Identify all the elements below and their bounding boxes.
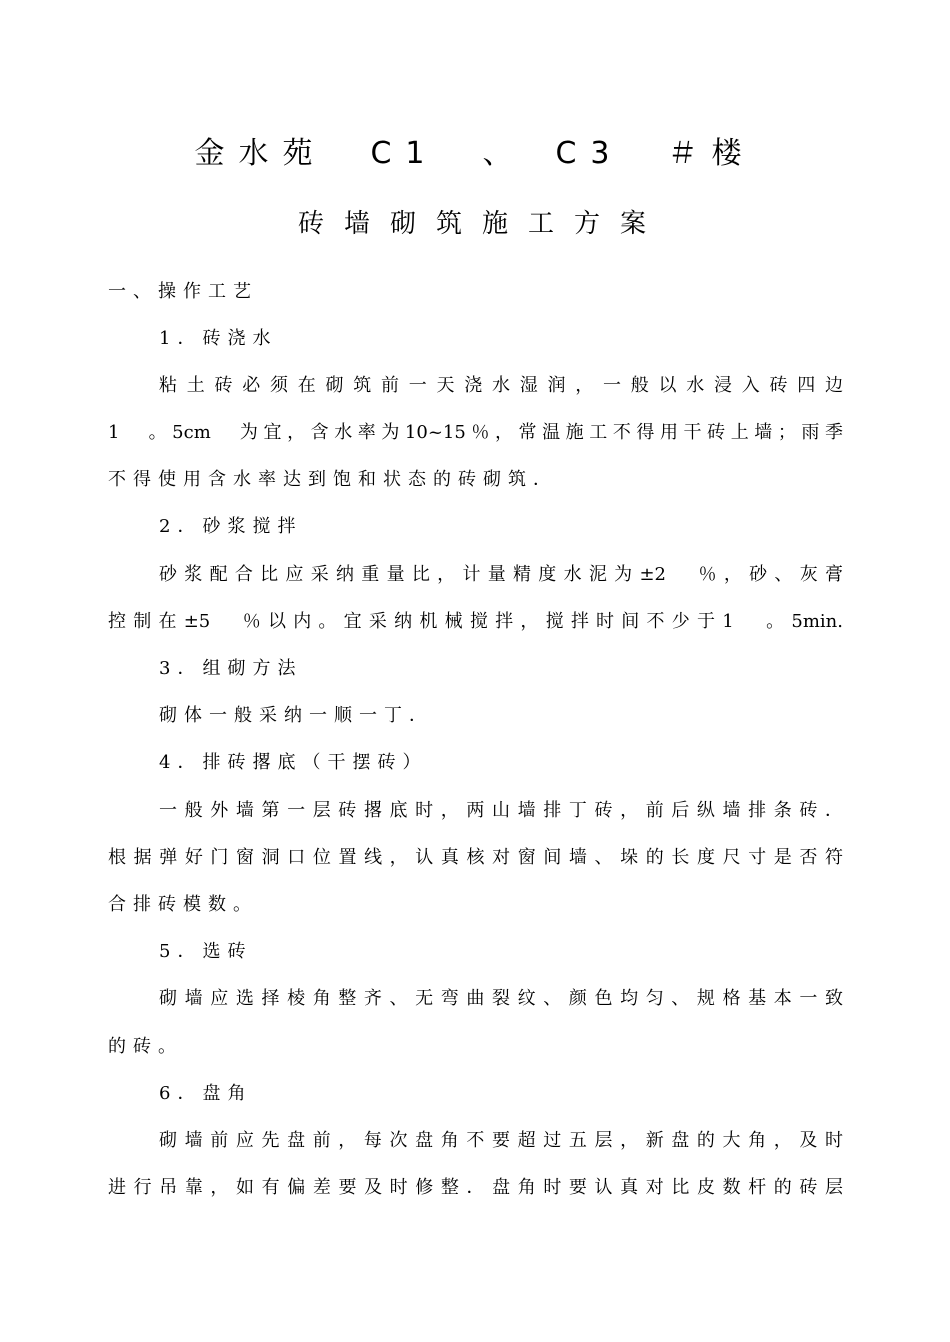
subsection-heading: 5．选砖	[159, 941, 253, 962]
paragraph-line: 砂浆配合比应采纳重量比，计量精度水泥为±2 ％，砂、灰膏	[159, 564, 843, 585]
subsection-heading: 2．砂浆搅拌	[159, 516, 303, 537]
document-subtitle: 砖墙砌筑施工方案	[297, 209, 666, 239]
paragraph-line: 1 。5cm 为宜，含水率为10~15％，常温施工不得用干砖上墙；雨季	[108, 422, 843, 443]
section-heading: 一、操作工艺	[108, 281, 258, 302]
subsection-heading: 1．砖浇水	[159, 328, 278, 349]
subsection-heading: 4．排砖撂底（干摆砖）	[159, 752, 428, 773]
subsection-heading: 6．盘角	[159, 1083, 253, 1104]
paragraph-line: 不得使用含水率达到饱和状态的砖砌筑．	[108, 469, 558, 490]
paragraph-line: 合排砖模数。	[108, 894, 258, 915]
paragraph-line: 砌墙前应先盘前，每次盘角不要超过五层，新盘的大角，及时	[159, 1130, 843, 1151]
paragraph-line: 进行吊靠，如有偏差要及时修整．盘角时要认真对比皮数杆的砖层	[108, 1177, 843, 1198]
paragraph-line: 砌体一般采纳一顺一丁．	[159, 705, 434, 726]
document-title: 金水苑 C1 、 C3 ＃楼	[194, 136, 756, 171]
subsection-heading: 3．组砌方法	[159, 658, 303, 679]
paragraph-line: 砌墙应选择棱角整齐、无弯曲裂纹、颜色均匀、规格基本一致	[159, 988, 843, 1009]
paragraph-line: 粘土砖必须在砌筑前一天浇水湿润，一般以水浸入砖四边	[159, 375, 843, 396]
paragraph-line: 的砖。	[108, 1036, 183, 1057]
paragraph-line: 根据弹好门窗洞口位置线，认真核对窗间墙、垛的长度尺寸是否符	[108, 847, 843, 868]
paragraph-line: 一般外墙第一层砖撂底时，两山墙排丁砖，前后纵墙排条砖．	[159, 800, 843, 821]
paragraph-line: 控制在±5 ％以内。宜采纳机械搅拌，搅拌时间不少于1 。5min.	[108, 611, 843, 632]
